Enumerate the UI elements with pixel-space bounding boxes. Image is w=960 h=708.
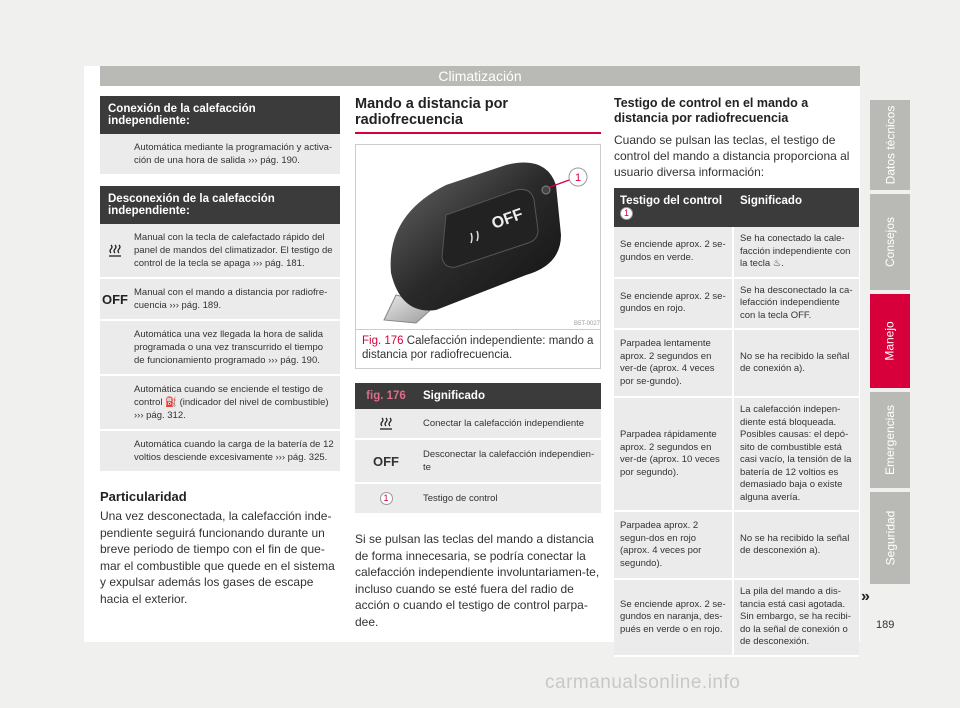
table-row: Parpadea lentamente aprox. 2 segundos en ver-de (aprox. 4 veces por se-gundo). No se ha recibido la señal de conexión a). (614, 330, 859, 398)
table-row (100, 376, 340, 431)
table-row (355, 409, 601, 440)
column-right (614, 96, 859, 657)
row-text: Manual con la tecla de calefactado rápido del panel de mandos del climatizador. El testigo de control de la tecla se apaga ››› pág. 181. (134, 232, 333, 269)
chapter-header: Climatización (100, 66, 860, 86)
table-row: Se enciende aprox. 2 se-gundos en naranja, des-pués en verde o en rojo. La pila del mando a dis-tancia está casi agotada. Sin embargo, se ha recibi-do la señal de conexión o de desconexión. (614, 580, 859, 657)
table-row (100, 279, 340, 321)
section-title: Mando a distancia por radiofrecuencia (355, 96, 601, 134)
row-text: Automática cuando la carga de la batería de 12 voltios desciende excesivamente ››› pág. 325. (134, 439, 334, 463)
page-number: 189 (876, 619, 895, 631)
table-row: Se enciende aprox. 2 se-gundos en rojo. Se ha desconectado la ca-lefacción independiente con la tecla OFF. (614, 279, 859, 331)
row-text: Automática mediante la programación y activa-ción de una hora de salida ››› pág. 190. (134, 142, 333, 166)
tab-seguridad[interactable]: Seguridad (870, 492, 910, 584)
table-header-indicator: Testigo del control (620, 195, 723, 207)
section-title: Testigo de control en el mando a distancia por radiofrecuencia (614, 96, 809, 125)
row-text: Conectar la calefacción independiente (423, 418, 585, 429)
column-middle (355, 96, 601, 630)
table-row (355, 440, 601, 484)
table-row: Parpadea aprox. 2 segun-dos en rojo (aprox. 4 veces por segundo). No se ha recibido la señal de desconexión a). (614, 512, 859, 580)
tab-datos-tecnicos[interactable]: Datos técnicos (870, 100, 910, 190)
meaning-table (355, 383, 601, 515)
off-icon: OFF (102, 291, 128, 307)
figure-caption (355, 330, 601, 369)
row-text: Desconectar la calefacción independien-te (423, 449, 595, 473)
remote-key-illustration (356, 145, 600, 330)
row-text: Automática cuando se enciende el testigo de control ⛽ (indicador del nivel de combustible) ››› pág. 312. (134, 384, 329, 421)
intro-text: Cuando se pulsan las teclas, el testigo de control del mando a distancia proporciona al usuario diversa información: (614, 133, 850, 179)
table-row (355, 484, 601, 515)
chapter-sidebar (870, 100, 910, 588)
figure-remote (355, 144, 601, 330)
tab-manejo[interactable]: Manejo (870, 294, 910, 388)
table-heading-disconnect: Desconexión de la calefacción independiente: (100, 186, 340, 224)
figure-code: B5T-0027 (574, 321, 600, 327)
table-header-meaning: Significado (423, 390, 485, 402)
watermark: carmanualsonline.info (545, 672, 741, 693)
figure-number: Fig. 176 (362, 335, 404, 347)
heat-icon (100, 224, 130, 277)
tab-emergencias[interactable]: Emergencias (870, 392, 910, 488)
figure-callout-1: 1 (574, 172, 582, 184)
table-row (100, 224, 340, 279)
off-icon: OFF (373, 453, 399, 469)
section-text: Una vez desconectada, la calefacción inde-pendiente seguirá funcionando durante un breve periodo de tiempo con el fin de que-mar el combustible que quede en el sistema y expulsar además los gases de escape hacia el exterior. (100, 509, 335, 606)
column-left (100, 96, 340, 607)
callout-number: 1 (620, 207, 633, 220)
off-key-label: OFF (489, 205, 526, 233)
tab-consejos[interactable]: Consejos (870, 194, 910, 290)
row-text: Manual con el mando a distancia por radiofre-cuencia ››› pág. 189. (134, 287, 328, 311)
table-row (100, 431, 340, 473)
row-text: Testigo de control (423, 493, 498, 504)
table-row (100, 134, 340, 176)
warning-paragraph: Si se pulsan las teclas del mando a distancia de forma innecesaria, se podría conectar la calefacción independiente involuntariamen-te, incluso cuando se esté fuera del radio de acción o cuando el testigo de control parpa-dee. (355, 532, 600, 629)
table-header-meaning: Significado (740, 195, 802, 207)
table-row (100, 321, 340, 376)
table-row: Parpadea rápidamente aprox. 2 segundos en ver-de (aprox. 10 veces por segundo). La calefacción indepen-diente está bloqueada. Posibles causas: el depó-sito de combustible está casi vacío, la tensión de la batería de 12 voltios es demasiado baja o existe alguna avería. (614, 398, 859, 512)
empty-icon-cell (100, 134, 130, 174)
figure-caption-text: Calefacción independiente: mando a distancia por radiofrecuencia. (362, 335, 594, 361)
callout-number: 1 (380, 492, 393, 505)
table-row: Se enciende aprox. 2 se-gundos en verde. Se ha conectado la cale-facción independiente con la tecla ♨. (614, 227, 859, 279)
table-heading-connect: Conexión de la calefacción independiente: (100, 96, 340, 134)
row-text: Automática una vez llegada la hora de salida programada o una vez transcurrido el tiempo de funcionamiento programado ››› pág. 190. (134, 329, 324, 366)
indicator-table (614, 188, 859, 657)
next-page-marker[interactable]: » (861, 588, 870, 605)
heat-icon (355, 409, 417, 438)
table-header-fig: fig. 176 (366, 390, 406, 402)
section-title: Particularidad (100, 489, 187, 504)
